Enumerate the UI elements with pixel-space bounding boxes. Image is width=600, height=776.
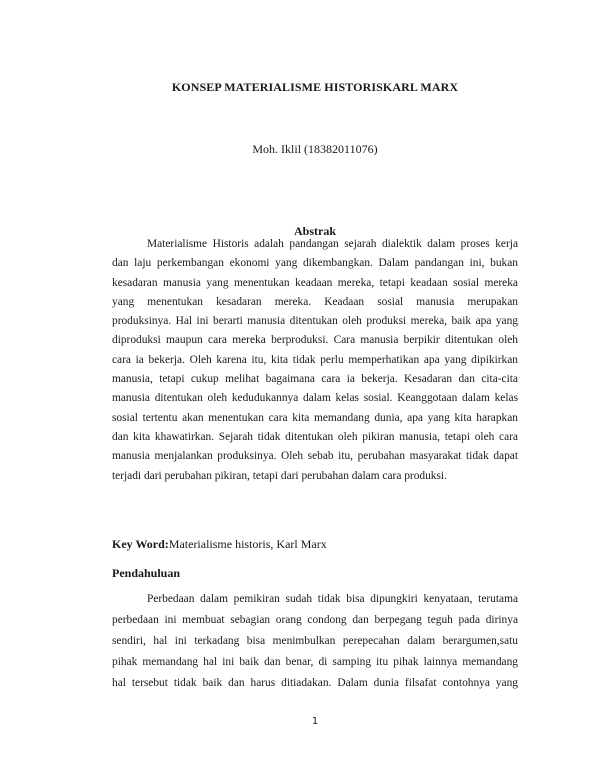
abstract-paragraph xyxy=(112,235,518,486)
abstract-line: terjadi dari perubahan pikiran, tetapi dari perubahan dalam cara produksi. xyxy=(112,469,447,482)
paper-title: KONSEP MATERIALISME HISTORISKARL MARX xyxy=(171,80,459,94)
abstract-line: sosial tertentu akan menentukan cara kita memandang dunia, apa yang kita harapkan xyxy=(112,411,518,424)
introduction-line: pihak memandang hal ini baik dan benar, di samping itu pihak lainnya memandang xyxy=(112,656,518,668)
abstract-line: dan laju perkembangan ekonomi yang dikembangkan. Dalam pandangan ini, bukan xyxy=(112,257,518,270)
abstract-line: manusia, tetapi cukup melihat bagaimana cara ia bekerja. Kesadaran dan cita-cita xyxy=(112,373,518,386)
abstract-line: kesadaran manusia yang menentukan keadaan mereka, tetapi keadaan sosial mereka xyxy=(112,276,518,289)
keywords-label: Key Word: xyxy=(112,537,169,551)
introduction-line: perbedaan ini membuat sebagian orang condong dan berpegang teguh pada dirinya xyxy=(112,614,518,626)
abstract-line: Materialisme Historis adalah pandangan sejarah dialektik dalam proses kerja xyxy=(147,238,518,250)
introduction-line: sendiri, hal ini terkadang bisa menimbulkan perepecahan dalam berargumen,satu xyxy=(112,635,518,647)
introduction-line: hal tersebut tidak baik dan harus ditiadakan. Dalam dunia filsafat contohnya yang xyxy=(112,677,518,689)
abstract-line: manusia ditentukan oleh kedudukannya dalam kelas sosial. Keanggotaan dalam kelas xyxy=(112,392,518,405)
page-number: 1 xyxy=(311,716,319,727)
introduction-line: Perbedaan dalam pemikiran sudah tidak bisa dipungkiri kenyataan, terutama xyxy=(147,593,518,605)
abstract-line: dan kita khawatirkan. Sejarah tidak ditentukan oleh pikiran manusia, tetapi oleh cara xyxy=(112,430,518,443)
author-line: Moh. Iklil (18382011076) xyxy=(252,142,378,156)
abstract-heading: Abstrak xyxy=(293,224,336,238)
introduction-heading: Pendahuluan xyxy=(112,566,181,580)
abstract-line: produksinya. Hal ini berarti manusia ditentukan oleh produksi mereka, baik apa yang xyxy=(112,315,518,328)
keywords-line xyxy=(112,535,518,554)
keywords-value: Materialisme historis, Karl Marx xyxy=(168,537,327,551)
abstract-line: yang menentukan kesadaran mereka. Keadaan sosial manusia merupakan xyxy=(112,295,518,308)
abstract-line: manusia menjalankan produksinya. Oleh sebab itu, perubahan masyarakat tidak dapat xyxy=(112,450,518,463)
abstract-line: diproduksi maupun cara mereka berproduksi. Cara manusia berpikir ditentukan oleh xyxy=(112,334,518,347)
introduction-paragraph xyxy=(112,589,518,694)
abstract-line: cara ia bekerja. Oleh karena itu, kita tidak perlu memperhatikan apa yang dipikirkan xyxy=(112,353,518,366)
